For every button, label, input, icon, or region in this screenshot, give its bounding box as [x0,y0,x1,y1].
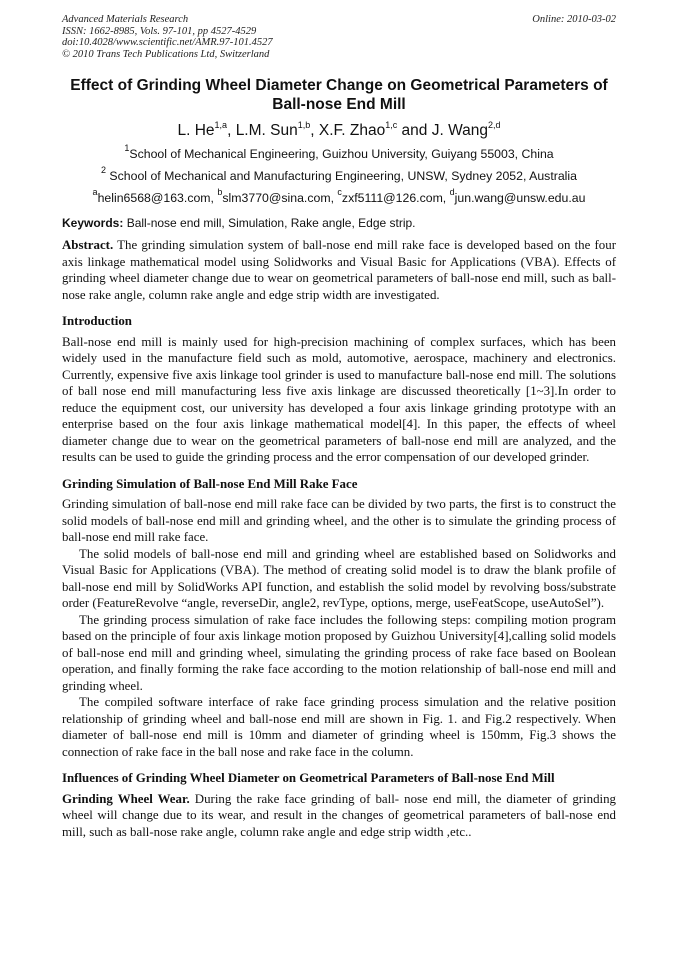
email-link[interactable]: zxf5111@126.com, [341,191,450,205]
affiliation-1: $^1$School of Mechanical Engineering, Guizhou University, Guiyang 55003, China [124,143,554,161]
introduction-paragraph: Ball-nose end mill is mainly used for high-precision machining of complex surfaces, which has been widely used in the manufacture field such as mold, automotive, aerospace, machinery and electronics. Currently, expensive five axis linkage tool grinder is used to manufacture ball-nose end mill. The solutions of ball nose end mill manufacturing less five axis linkage are discussed theoretically [1~3].In order to reduce the equipment cost, our university has developed a four axis linkage grinding prototype with an enterprise based on the four axis linkage mathematical model[4]. In this paper, the effects of wheel diameter change due to wear on the geometrical parameters of ball-nose end mill are analyzed, and the results can be used to guide the grinding process and the error compensation of our developed grinder. [62,334,616,464]
email-link[interactable]: slm3770@sina.com, [222,191,338,205]
doi-line[interactable]: doi:10.4028/www.scientific.net/AMR.97-101.4527 [62,37,273,48]
email-link[interactable]: jun.wang@unsw.edu.au [454,191,586,205]
copyright-line: © 2010 Trans Tech Publications Ltd, Switzerland [62,48,270,60]
paragraph: The grinding process simulation of rake face includes the following steps: compiling motion program based on the principle of four axis linkage motion proposed by Guizhou University[4],calling solid models of ball-nose end mill and grinding wheel, simulating the grinding process of rake face based on Boolean operation, and finally forming the rake face according to the motion relationship of ball-nose end mill and grinding wheel. [62,612,616,693]
email-list: $^a$helin6568@163.com, $^b$slm3770@sina.com, $^c$zxf5111@126.com, $^d$jun.wang@unsw.edu.au [92,187,586,205]
author-list [62,121,616,140]
section-heading-introduction: Introduction [62,314,132,328]
section-heading-simulation: Grinding Simulation of Ball-nose End Mill Rake Face [62,476,358,491]
author: L.M. Sun$^{1,b}$, [235,120,319,139]
paragraph: Grinding simulation of ball-nose end mill rake face can be divided by two parts, the first is to construct the solid models of ball-nose end mill and grinding wheel, and the other is to simulate the grinding process of ball-nose end mill rake face. [62,497,616,544]
section-heading-influences: Influences of Grinding Wheel Diameter on Geometrical Parameters of Ball-nose End Mill [62,771,555,785]
issn-line: ISSN: 1662-8985, Vols. 97-101, pp 4527-4529 [62,25,257,37]
journal-name: Advanced Materials Research [62,14,189,25]
keywords: Keywords: Ball-nose end mill, Simulation, Rake angle, Edge strip. [62,216,416,230]
simulation-text [62,496,616,760]
paper-title: Effect of Grinding Wheel Diameter Change on Geometrical Parameters of Ball-nose End Mill [70,77,608,113]
paragraph: The solid models of ball-nose end mill and grinding wheel are established based on Solidworks and Visual Basic for Applications (VBA). The method of creating solid model is to draw the blank profile of ball-nose end mill by SolidWorks API function, and establish the solid model by revolving boss/substrate order (FeatureRevolve “angle, reverseDir, angle2, revType, options, merge, useFeatScope, useAutoSel”). [62,546,616,610]
wear-paragraph: Grinding Wheel Wear. During the rake face grinding of ball- nose end mill, the diameter of grinding wheel will change due to its wear, and result in the changes of geometrical parameters of ball-nose end mill, such as ball-nose rake angle, column rake angle and edge strip width ,etc.. [62,791,616,839]
author: X.F. Zhao$^{1,c}$ and [318,120,432,139]
author: L. He$^{1,a}$, [177,120,236,139]
journal-header [62,14,616,60]
author: J. Wang$^{2,d}$ [431,120,501,139]
email-link[interactable]: helin6568@163.com, [97,191,218,205]
paper-page [62,14,616,840]
affiliation-2: $^2$ School of Mechanical and Manufacturing Engineering, UNSW, Sydney 2052, Australia [101,165,577,183]
abstract: Abstract. The grinding simulation system of ball-nose end mill rake face is developed based on the four axis linkage mathematical model using Solidworks and Visual Basic for Applications (VBA). Effects of grinding wheel diameter change due to wear on geometrical parameters of ball-nose end mill, such as ball-nose rake angle, column rake angle and edge strip width are investigated. [62,238,616,302]
online-date: Online: 2010-03-02 [532,14,616,25]
paragraph: The compiled software interface of rake face grinding process simulation and the relative position relationship of grinding wheel and ball-nose end mill are shown in Fig. 1. and Fig.2 respectively. When diameter of ball-nose end mill is 10mm and diameter of grinding wheel is 150mm, Fig.3 shows the connection of rake face in the ball nose and rake face in the column. [62,695,616,759]
